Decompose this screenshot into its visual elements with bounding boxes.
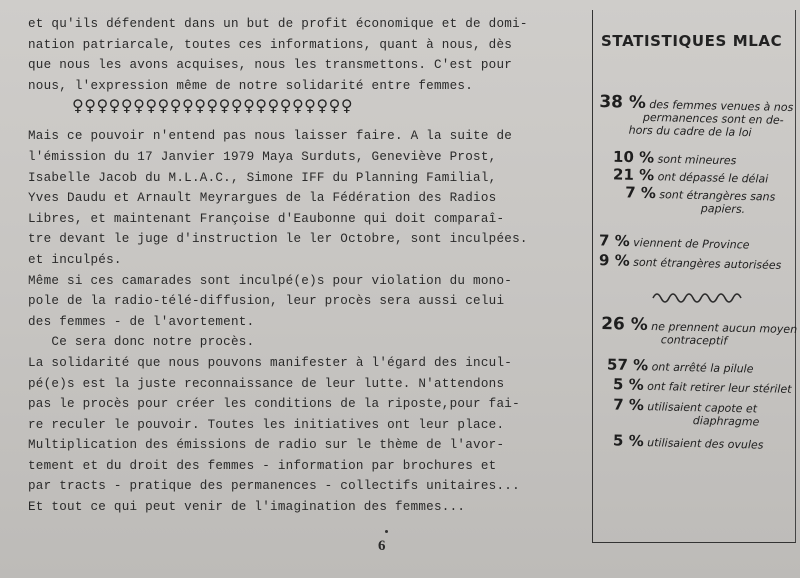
text-line: tre devant le juge d'instruction le ler Octobre, sont inculpées. [28,232,528,247]
stat-text: sont mineures [657,152,737,168]
stat-percent: 38 % [599,91,647,113]
venus-symbol-divider: ♀♀♀♀♀♀♀♀♀♀♀♀♀♀♀♀♀♀♀♀♀♀♀ [72,96,354,116]
text-line: re reculer le pouvoir. Toutes les initiatives ont leur place. [28,417,505,432]
stat-text: des femmes venues à nos [649,98,794,115]
stat-text: sont étrangères sans [659,188,776,204]
stat-text: ne prennent aucun moyen [651,319,798,337]
squiggle-divider [651,290,747,304]
stat-percent: 7 % [612,395,645,415]
text-line: et inculpés. [28,252,122,267]
text-line: tement et du droit des femmes - information par brochures et [28,458,497,473]
stat-text-cont: permanences sont en de- [642,110,784,127]
stat-text-cont: papiers. [700,202,746,216]
text-line: nation patriarcale, toutes ces informations, quant à nous, dès [28,37,513,52]
stat-percent: 7 % [598,231,630,251]
text-line: Même si ces camarades sont inculpé(e)s pour violation du mono- [28,273,513,288]
stat-item [624,183,776,216]
stat-item [612,431,764,452]
text-line: La solidarité que nous pouvons manifester à l'égard des incul- [28,355,513,370]
text-line: Isabelle Jacob du M.L.A.C., Simone IFF du Planning Familial, [28,170,497,185]
stat-text: ont dépassé le délai [657,170,769,186]
statistics-title: STATISTIQUES MLAC [601,32,783,50]
stat-text: utilisaient capote et [647,400,758,416]
page-number: 6 [378,538,386,554]
text-line: nous, l'expression même de notre solidarité entre femmes. [28,78,474,93]
text-line: des femmes - de l'avortement. [28,314,255,329]
text-line: par tracts - pratique des permanences - collectifs unitaires... [28,479,520,494]
stat-text-cont: contraceptif [660,333,728,348]
text-line: l'émission du 17 Janvier 1979 Maya Surduts, Geneviève Prost, [28,149,497,164]
text-line: Ce sera donc notre procès. [28,335,255,350]
text-line: Mais ce pouvoir n'entend pas nous laisser faire. A la suite de [28,129,513,144]
text-line: Et tout ce qui peut venir de l'imagination des femmes... [28,500,466,515]
stat-item [599,91,794,140]
stat-percent: 10 % [612,147,655,167]
stat-percent: 26 % [600,313,648,335]
text-line: pas le procès pour créer les conditions de la riposte,pour fai- [28,397,520,412]
text-line: pole de la radio-télé-diffusion, leur procès sera aussi celui [28,294,505,309]
stat-percent: 57 % [606,355,649,375]
stat-item [612,395,760,429]
stat-item [600,313,798,349]
stat-percent: 5 % [612,375,644,394]
stat-item [612,375,792,396]
stat-text: ont arrêté la pilule [651,360,754,376]
text-line: et qu'ils défendent dans un but de profit économique et de domi- [28,17,528,31]
stat-text: sont étrangères autorisées [633,255,782,272]
stat-percent: 5 % [612,431,644,451]
stat-item [598,251,782,272]
statistics-box [592,10,796,543]
stat-text-cont: diaphragme [692,414,760,429]
stat-item [606,355,754,376]
text-line: que nous les avons acquises, nous les transmettons. C'est pour [28,58,513,73]
text-line: Libres, et maintenant Françoise d'Eaubonne qui doit comparaî- [28,211,505,226]
stat-text: utilisaient des ovules [647,436,764,452]
text-line: Multiplication des émissions de radio sur le thème de l'avor- [28,438,505,453]
text-line: pé(e)s est la juste reconnaissance de leur lutte. N'attendons [28,376,505,391]
stat-percent: 21 % [612,165,655,185]
main-text-column [28,14,573,518]
stat-percent: 7 % [624,183,657,203]
stat-text: viennent de Province [633,236,750,252]
stat-item [598,231,750,252]
stat-text-cont: hors du cadre de la loi [628,123,752,140]
text-line: Yves Daudu et Arnault Meyrargues de la Fédération des Radios [28,191,497,206]
stat-percent: 9 % [598,251,630,270]
stat-text: ont fait retirer leur stérilet [647,379,792,396]
